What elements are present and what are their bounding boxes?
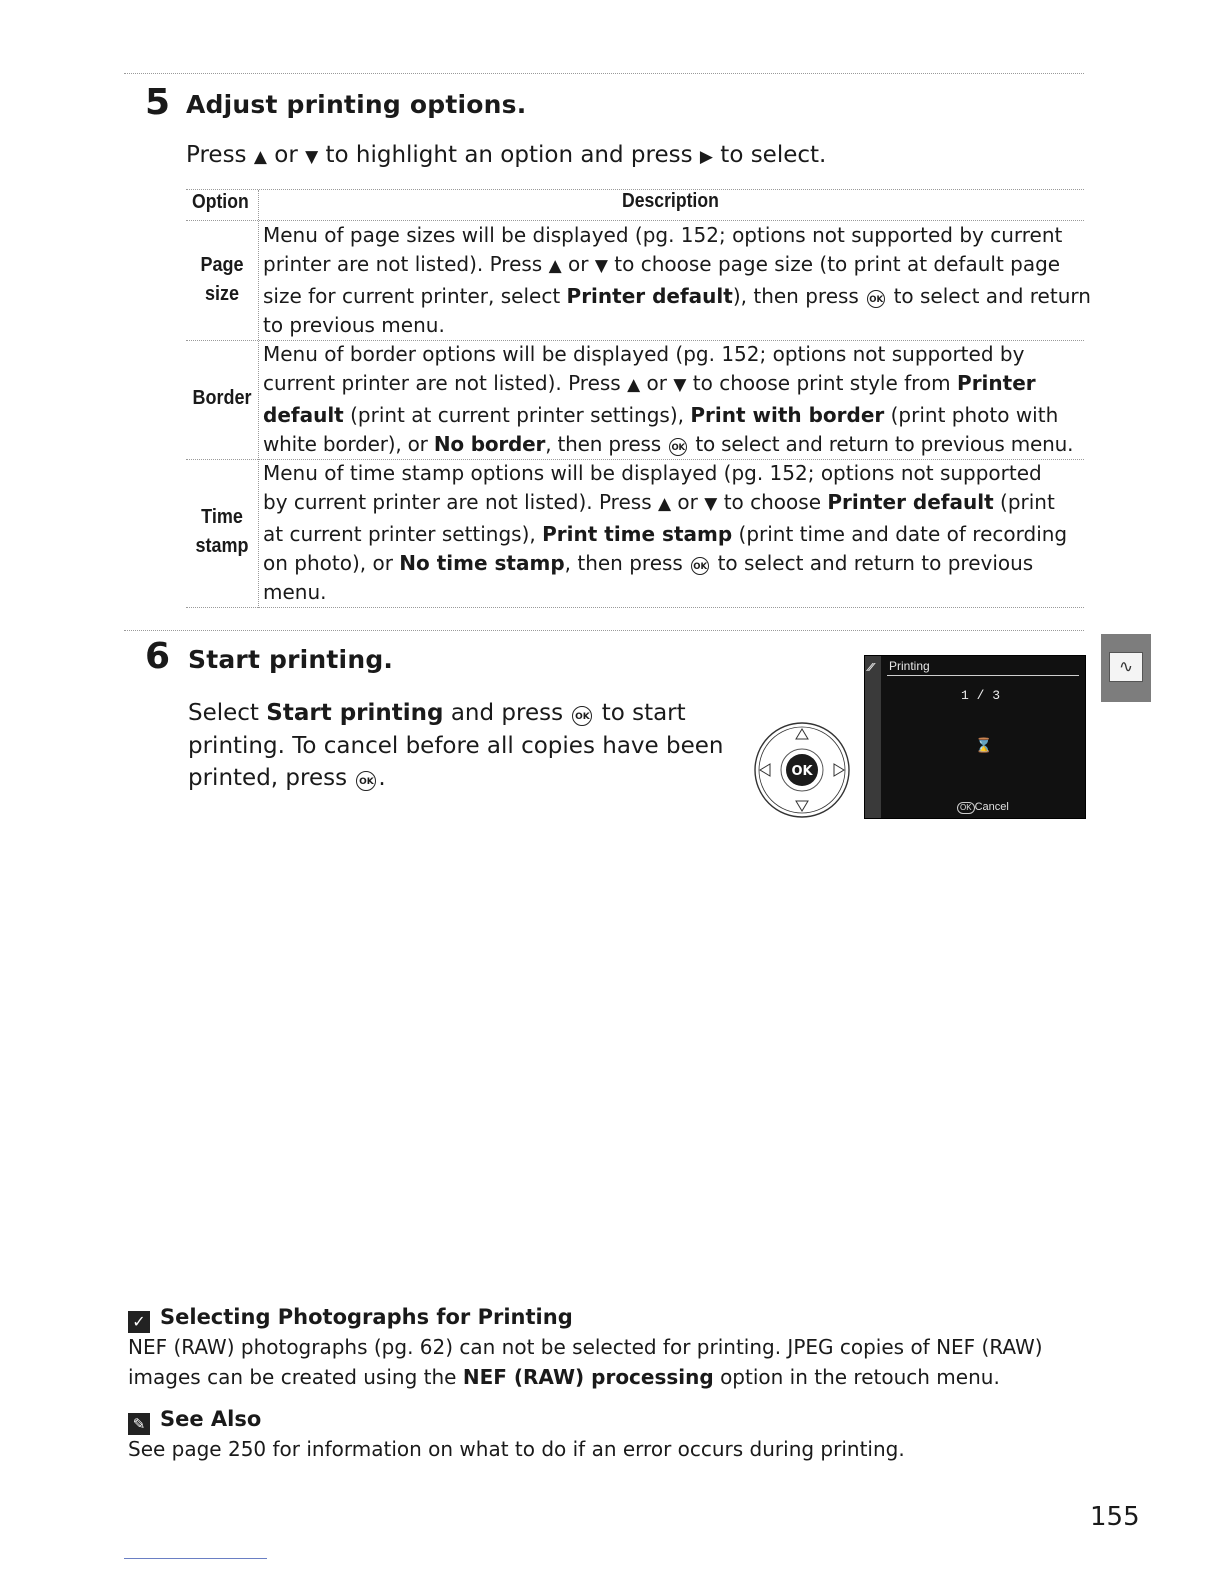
note-line: NEF (RAW) photographs (pg. 62) can not be selected for printing. JPEG copies of NEF (RAW) bbox=[128, 1335, 1043, 1359]
desc-text: , then press bbox=[564, 550, 683, 575]
desc-line bbox=[263, 250, 1085, 281]
step-5-title: Adjust printing options. bbox=[186, 90, 527, 119]
screen-title-rule bbox=[887, 675, 1079, 676]
desc-line bbox=[263, 282, 1091, 311]
hourglass-icon: ⌛ bbox=[975, 738, 993, 754]
up-arrow-icon: ▲ bbox=[253, 147, 267, 167]
pencil-icon: ✎ bbox=[128, 1413, 150, 1435]
desc-text: on photo), or bbox=[263, 550, 393, 575]
down-arrow-icon: ▼ bbox=[673, 375, 687, 396]
desc-line: Menu of page sizes will be displayed (pg. 152; options not supported by current bbox=[263, 223, 1063, 247]
desc-line bbox=[263, 401, 1085, 430]
note-body bbox=[128, 1333, 1108, 1392]
ok-button-icon: OK bbox=[669, 438, 687, 456]
body-text: to start bbox=[601, 700, 686, 726]
table-header-option: Option bbox=[192, 191, 249, 213]
step-6-number: 6 bbox=[145, 636, 171, 677]
body-line: printing. To cancel before all copies have been bbox=[188, 732, 724, 759]
desc-bold: Printer default bbox=[566, 283, 733, 308]
description-time-stamp bbox=[263, 459, 1085, 607]
instr-text: to highlight an option and press bbox=[325, 142, 693, 168]
instr-text: to select. bbox=[720, 142, 827, 168]
down-arrow-icon: ▼ bbox=[305, 147, 319, 167]
note-selecting-photographs bbox=[128, 1305, 1108, 1392]
desc-text: or bbox=[568, 252, 589, 277]
screen-cancel bbox=[957, 801, 1009, 814]
ok-button-icon: OK bbox=[572, 706, 592, 726]
note-line: See page 250 for information on what to do if an error occurs during printing. bbox=[128, 1437, 905, 1461]
table-bottom-rule bbox=[186, 607, 1084, 608]
step-5-number: 5 bbox=[145, 82, 171, 123]
desc-line bbox=[263, 430, 1085, 459]
description-border bbox=[263, 340, 1085, 459]
desc-text: to select and return to previous menu. bbox=[695, 431, 1074, 456]
desc-text: (print photo with bbox=[890, 402, 1059, 427]
desc-text: (print at current printer settings), bbox=[350, 402, 684, 427]
ok-button-icon: OK bbox=[691, 557, 709, 575]
note-title: Selecting Photographs for Printing bbox=[160, 1305, 573, 1329]
option-border bbox=[190, 384, 255, 413]
desc-line bbox=[263, 488, 1085, 519]
table-column-divider bbox=[258, 190, 259, 608]
body-line bbox=[188, 762, 723, 795]
note-see-also bbox=[128, 1407, 1108, 1465]
footer-rule bbox=[124, 1558, 267, 1559]
desc-bold: Print with border bbox=[690, 402, 885, 427]
option-label: Page bbox=[200, 254, 244, 276]
desc-text: size for current printer, select bbox=[263, 283, 561, 308]
desc-text: to choose bbox=[723, 490, 821, 515]
desc-text: current printer are not listed). Press bbox=[263, 371, 621, 396]
multi-selector-icon bbox=[752, 720, 852, 820]
up-arrow-icon: ▲ bbox=[627, 375, 641, 396]
desc-line: to previous menu. bbox=[263, 312, 445, 337]
step-6-title: Start printing. bbox=[188, 645, 394, 674]
description-page-size bbox=[263, 221, 1091, 340]
desc-text: printer are not listed). Press bbox=[263, 252, 543, 277]
desc-bold: default bbox=[263, 402, 344, 427]
screen-title: Printing bbox=[889, 659, 930, 673]
desc-text: ), then press bbox=[732, 283, 859, 308]
desc-line: Menu of time stamp options will be displayed (pg. 152; options not supported bbox=[263, 461, 1042, 485]
caution-check-icon: ✓ bbox=[128, 1311, 150, 1333]
body-text: Select bbox=[188, 700, 259, 726]
note-text: images can be created using the bbox=[128, 1364, 457, 1389]
cancel-label: Cancel bbox=[974, 801, 1009, 813]
option-time-stamp bbox=[190, 503, 255, 561]
desc-bold: Print time stamp bbox=[542, 521, 733, 546]
desc-line: menu. bbox=[263, 580, 327, 605]
right-arrow-icon: ▶ bbox=[699, 147, 713, 167]
desc-text: to choose print style from bbox=[692, 371, 951, 396]
instr-text: or bbox=[274, 142, 298, 168]
option-label: Border bbox=[192, 387, 252, 409]
screen-sidebar bbox=[865, 656, 881, 818]
ok-badge: OK bbox=[957, 802, 975, 814]
camera-screen bbox=[864, 655, 1086, 819]
desc-text: or bbox=[646, 371, 667, 396]
desc-line: Menu of border options will be displayed (pg. 152; options not supported by bbox=[263, 342, 1025, 366]
desc-text: at current printer settings), bbox=[263, 521, 536, 546]
desc-text: (print bbox=[1000, 490, 1055, 515]
desc-line bbox=[263, 549, 1085, 578]
desc-bold: Printer bbox=[957, 371, 1036, 396]
body-text: and press bbox=[450, 700, 564, 726]
note-header bbox=[128, 1407, 1108, 1435]
option-label: Time bbox=[201, 506, 243, 528]
note-text: option in the retouch menu. bbox=[720, 1364, 1000, 1389]
step-5-instruction bbox=[186, 142, 826, 168]
body-line bbox=[188, 697, 723, 730]
desc-text: by current printer are not listed). Press bbox=[263, 490, 652, 515]
section-rule bbox=[124, 630, 1084, 631]
desc-text: , then press bbox=[545, 431, 661, 456]
note-bold: NEF (RAW) processing bbox=[462, 1364, 714, 1389]
desc-text: to choose page size (to print at default page bbox=[614, 252, 1061, 277]
printer-icon: ⁄⁄ bbox=[869, 661, 873, 674]
note-title: See Also bbox=[160, 1407, 262, 1431]
desc-bold: Printer default bbox=[827, 490, 994, 515]
desc-line bbox=[263, 369, 1085, 400]
up-arrow-icon: ▲ bbox=[548, 256, 562, 277]
ok-label: OK bbox=[791, 764, 813, 779]
note-line bbox=[128, 1363, 1108, 1393]
ok-button-icon: OK bbox=[867, 290, 885, 308]
note-header bbox=[128, 1305, 1108, 1333]
desc-bold: No border bbox=[433, 431, 546, 456]
note-body bbox=[128, 1435, 1108, 1465]
desc-text: to select and return bbox=[893, 283, 1091, 308]
chapter-side-tab bbox=[1101, 634, 1151, 702]
top-rule bbox=[124, 73, 1084, 74]
table-header-description: Description bbox=[622, 190, 719, 212]
option-label: stamp bbox=[195, 535, 249, 557]
connection-icon: ∿ bbox=[1109, 652, 1143, 682]
down-arrow-icon: ▼ bbox=[704, 494, 718, 515]
desc-text: or bbox=[677, 490, 698, 515]
ok-button-icon: OK bbox=[356, 771, 376, 791]
print-counter: 1 / 3 bbox=[961, 688, 1001, 703]
desc-bold: No time stamp bbox=[399, 550, 565, 575]
step-6-body bbox=[188, 697, 723, 795]
option-page-size bbox=[190, 251, 255, 309]
page-number: 155 bbox=[1090, 1502, 1140, 1532]
instr-text: Press bbox=[186, 142, 247, 168]
option-label: size bbox=[204, 283, 240, 305]
desc-text: (print time and date of recording bbox=[738, 521, 1068, 546]
body-text: . bbox=[378, 765, 386, 791]
down-arrow-icon: ▼ bbox=[594, 256, 608, 277]
desc-text: to select and return to previous bbox=[717, 550, 1034, 575]
body-text: printed, press bbox=[188, 765, 348, 791]
desc-line bbox=[263, 520, 1085, 549]
up-arrow-icon: ▲ bbox=[657, 494, 672, 515]
multi-selector-illustration bbox=[752, 720, 852, 820]
desc-text: white border), or bbox=[263, 431, 428, 456]
body-bold: Start printing bbox=[266, 700, 444, 726]
